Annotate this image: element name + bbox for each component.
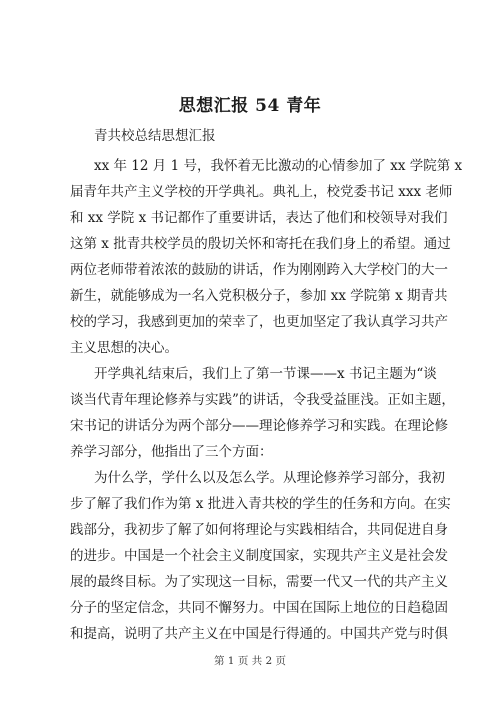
body-line: 新生，就能够成为一名入党积极分子，参加 xx 学院第 x 期青共 xyxy=(70,288,448,304)
body-line: xx 年 12 月 1 号，我怀着无比激动的心情参加了 xx 学院第 x xyxy=(94,158,463,174)
body-line: 开学典礼结束后，我们上了第一节课——x 书记主题为“谈 xyxy=(94,366,437,382)
body-line: 践部分，我初步了解了如何将理论与实践相结合，共同促进自身 xyxy=(70,522,448,538)
body-line: 这第 x 批青共校学员的殷切关怀和寄托在我们身上的希望。通过 xyxy=(70,236,451,252)
page-number: 第 1 页 共 2 页 xyxy=(213,655,287,667)
document-title: 思想汇报 54 青年 xyxy=(178,96,322,116)
body-line: 分子的坚定信念，共同不懈努力。中国在国际上地位的日趋稳固 xyxy=(70,600,448,616)
document-body xyxy=(0,142,500,642)
body-line: 两位老师带着浓浓的鼓励的讲话，作为刚刚跨入大学校门的大一 xyxy=(70,262,448,278)
body-line: 为什么学，学什么以及怎么学。从理论修养学习部分，我初 xyxy=(94,470,445,486)
body-line: 步了解了我们作为第 x 批进入青共校的学生的任务和方向。在实 xyxy=(70,496,451,512)
document-subtitle: 青共校总结思想汇报 xyxy=(94,128,216,144)
body-line: 养学习部分，他指出了三个方面： xyxy=(70,444,273,460)
body-line: 主义思想的决心。 xyxy=(70,340,178,356)
body-line: 宋书记的讲话分为两个部分——理论修养学习和实践。在理论修 xyxy=(70,418,448,434)
body-line: 展的最终目标。为了实现这一目标，需要一代又一代的共产主义 xyxy=(70,574,448,590)
body-line: 和提高，说明了共产主义在中国是行得通的。中国共产党与时俱 xyxy=(70,626,448,642)
body-line: 届青年共产主义学校的开学典礼。典礼上，校党委书记 xxx 老师 xyxy=(70,184,453,200)
body-line: 和 xx 学院 x 书记都作了重要讲话，表达了他们和校领导对我们 xyxy=(70,210,448,226)
body-line: 的进步。中国是一个社会主义制度国家，实现共产主义是社会发 xyxy=(70,548,448,564)
body-line: 谈当代青年理论修养与实践”的讲话，令我受益匪浅。正如主题， xyxy=(70,392,455,408)
body-line: 校的学习，我感到更加的荣幸了，也更加坚定了我认真学习共产 xyxy=(70,314,448,330)
